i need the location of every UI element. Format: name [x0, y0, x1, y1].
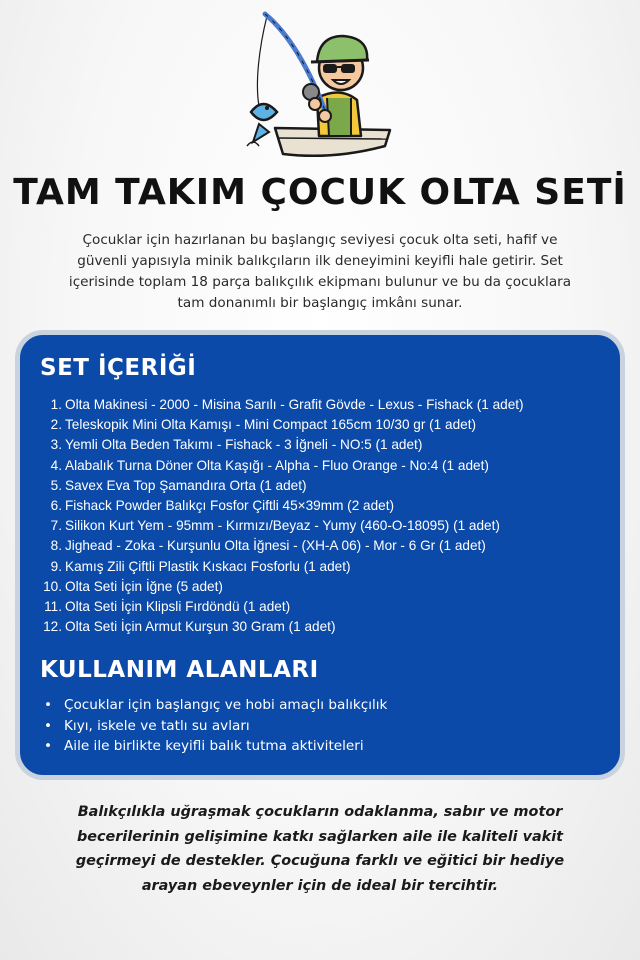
list-item — [34, 597, 604, 617]
set-contents-list — [34, 395, 604, 637]
item-number: 5. — [50, 477, 62, 493]
item-text: Olta Seti İçin Armut Kurşun 30 Gram (1 adet) — [65, 619, 336, 635]
bullet-icon: • — [44, 697, 53, 713]
list-item — [34, 395, 604, 415]
item-text: Silikon Kurt Yem - 95mm - Kırmızı/Beyaz - Yumy (460-O-18095) (1 adet) — [65, 518, 500, 534]
item-text: Yemli Olta Beden Takımı - Fishack - 3 İğneli - NO:5 (1 adet) — [65, 437, 423, 453]
list-item — [34, 516, 604, 536]
item-number: 11. — [44, 598, 62, 614]
item-number: 6. — [50, 497, 62, 513]
item-number: 4. — [50, 457, 62, 473]
list-item — [34, 415, 604, 435]
item-text: Olta Seti İçin İğne (5 adet) — [65, 578, 223, 594]
product-info-panel — [15, 330, 625, 780]
item-text: Savex Eva Top Şamandıra Orta (1 adet) — [65, 477, 307, 493]
item-text: Jighead - Zoka - Kurşunlu Olta İğnesi - (XH-A 06) - Mor - 6 Gr (1 adet) — [65, 538, 486, 554]
item-text: Fishack Powder Balıkçı Fosfor Çiftli 45×39mm (2 adet) — [65, 497, 395, 513]
list-item — [34, 617, 604, 637]
list-item — [34, 577, 604, 597]
list-item — [34, 476, 604, 496]
item-text: Teleskopik Mini Olta Kamışı - Mini Compact 165cm 10/30 gr (1 adet) — [65, 417, 476, 433]
item-number: 10. — [43, 578, 62, 594]
list-item — [34, 435, 604, 455]
set-contents-heading: SET İÇERİĞİ — [40, 355, 197, 381]
item-text: Olta Seti İçin Klipsli Fırdöndü (1 adet) — [65, 598, 291, 614]
bullet-icon: • — [44, 717, 53, 734]
list-item — [34, 557, 604, 577]
item-number: 3. — [50, 437, 62, 453]
item-number: 7. — [50, 518, 62, 534]
list-item — [44, 695, 604, 716]
list-item — [34, 536, 604, 556]
intro-paragraph: Çocuklar için hazırlanan bu başlangıç seviyesi çocuk olta seti, hafif ve güvenli yapısıyla minik balıkçıların ilk deneyimini keyifli hale getirir. Set içerisinde toplam 18 parça balıkçılık ekipmanı bulunur ve bu da çocuklara tam donanımlı bir başlangıç imkânı sunar. — [68, 232, 572, 311]
item-text: Olta Makinesi - 2000 - Misina Sarılı - Grafit Gövde - Lexus - Fishack (1 adet) — [65, 397, 524, 412]
closing-paragraph: Balıkçılıkla uğraşmak çocukların odaklanma, sabır ve motor becerilerinin gelişimine katkı sağlarken aile ile kaliteli vakit geçirmeyi de destekler. Çocuğuna farklı ve eğitici bir hediye arayan ebeveynler için de ideal bir tercihtir. — [75, 804, 565, 894]
page-title: TAM TAKIM ÇOCUK OLTA SETİ — [13, 172, 627, 213]
item-number: 9. — [50, 558, 62, 574]
item-number: 2. — [50, 417, 62, 433]
item-text: Kamış Zili Çiftli Plastik Kıskacı Fosforlu (1 adet) — [65, 558, 351, 574]
item-number: 8. — [50, 538, 62, 554]
item-number: 12. — [43, 619, 62, 635]
item-text: Çocuklar için başlangıç ve hobi amaçlı balıkçılık — [64, 697, 388, 713]
list-item — [34, 456, 604, 476]
child-fishing-illustration — [245, 8, 395, 168]
list-item — [34, 496, 604, 516]
item-text: Kıyı, iskele ve tatlı su avları — [64, 717, 250, 734]
usage-areas-list — [44, 695, 604, 757]
item-text: Aile ile birlikte keyifli balık tutma aktiviteleri — [64, 738, 364, 754]
bullet-icon: • — [44, 738, 53, 754]
list-item — [44, 716, 604, 737]
item-text: Alabalık Turna Döner Olta Kaşığı - Alpha - Fluo Orange - No:4 (1 adet) — [65, 457, 489, 473]
usage-areas-heading: KULLANIM ALANLARI — [40, 657, 319, 683]
item-number: 1. — [50, 397, 62, 412]
list-item — [44, 736, 604, 757]
